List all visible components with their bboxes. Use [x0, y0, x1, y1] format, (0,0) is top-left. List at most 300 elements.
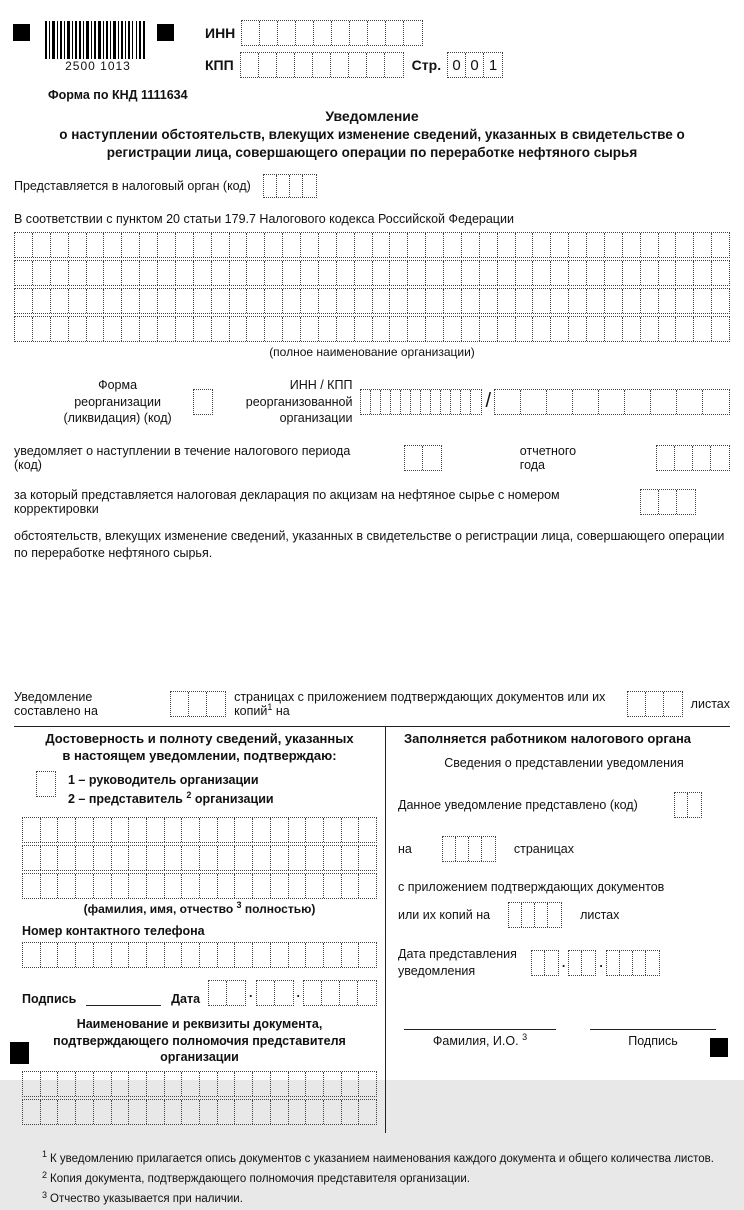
cell[interactable]: [371, 390, 381, 414]
cell[interactable]: [122, 289, 140, 313]
cell[interactable]: [129, 1072, 147, 1096]
cell[interactable]: [306, 818, 324, 842]
cell[interactable]: [182, 943, 200, 967]
cell[interactable]: [112, 846, 130, 870]
cell[interactable]: [623, 233, 641, 257]
cell[interactable]: [182, 874, 200, 898]
cell[interactable]: [605, 233, 623, 257]
cell[interactable]: [426, 289, 444, 313]
cell[interactable]: [633, 951, 646, 975]
cell[interactable]: [158, 233, 176, 257]
cell[interactable]: [140, 289, 158, 313]
cell[interactable]: [444, 233, 462, 257]
cell[interactable]: [304, 981, 322, 1005]
cell[interactable]: [104, 233, 122, 257]
cell[interactable]: [112, 943, 130, 967]
cell[interactable]: [314, 21, 332, 45]
cell[interactable]: [271, 874, 289, 898]
cell[interactable]: [712, 317, 729, 341]
reorg-kpp-field[interactable]: [494, 389, 730, 415]
cell[interactable]: [482, 837, 495, 861]
cell[interactable]: [76, 1072, 94, 1096]
cell[interactable]: [41, 874, 59, 898]
cell[interactable]: [498, 289, 516, 313]
cell[interactable]: [51, 233, 69, 257]
cell[interactable]: [37, 772, 55, 796]
cell[interactable]: [444, 317, 462, 341]
cell[interactable]: [324, 1100, 342, 1124]
cell[interactable]: [509, 903, 522, 927]
cell[interactable]: [165, 1100, 183, 1124]
cell[interactable]: [41, 1072, 59, 1096]
cell[interactable]: [408, 233, 426, 257]
officer-sign-line[interactable]: [590, 1029, 716, 1030]
cell[interactable]: [194, 289, 212, 313]
cell[interactable]: [158, 317, 176, 341]
cell[interactable]: [498, 261, 516, 285]
cell[interactable]: [277, 53, 295, 77]
cell[interactable]: [23, 846, 41, 870]
cell[interactable]: [368, 21, 386, 45]
cell[interactable]: [431, 390, 441, 414]
cell[interactable]: [358, 981, 376, 1005]
cell[interactable]: [189, 692, 207, 716]
cell[interactable]: [200, 1100, 218, 1124]
cell[interactable]: [171, 692, 189, 716]
cell[interactable]: [641, 233, 659, 257]
doc-row[interactable]: [22, 1071, 377, 1097]
cell[interactable]: [462, 317, 480, 341]
cell[interactable]: [76, 846, 94, 870]
cell[interactable]: [147, 874, 165, 898]
cell[interactable]: [58, 818, 76, 842]
cell[interactable]: [423, 446, 441, 470]
cell[interactable]: [533, 261, 551, 285]
cell[interactable]: [253, 1100, 271, 1124]
cell[interactable]: [94, 1100, 112, 1124]
cell[interactable]: [659, 289, 677, 313]
cell[interactable]: [401, 390, 411, 414]
cell[interactable]: [301, 317, 319, 341]
cell[interactable]: [129, 1100, 147, 1124]
cell[interactable]: [694, 233, 712, 257]
cell[interactable]: [495, 390, 521, 414]
cell[interactable]: [675, 446, 693, 470]
cell[interactable]: [182, 1072, 200, 1096]
cell[interactable]: [646, 692, 664, 716]
cell[interactable]: [15, 261, 33, 285]
cell[interactable]: [165, 874, 183, 898]
cell[interactable]: [207, 692, 225, 716]
cell[interactable]: [355, 289, 373, 313]
cell[interactable]: [76, 1100, 94, 1124]
cell[interactable]: [319, 317, 337, 341]
cell[interactable]: [605, 261, 623, 285]
cell[interactable]: [551, 317, 569, 341]
cell[interactable]: [569, 289, 587, 313]
cell[interactable]: [87, 317, 105, 341]
cell[interactable]: [386, 21, 404, 45]
cell[interactable]: [646, 951, 659, 975]
fio-row[interactable]: [22, 845, 377, 871]
cell[interactable]: [289, 846, 307, 870]
cell[interactable]: [253, 1072, 271, 1096]
cell[interactable]: [659, 490, 677, 514]
cell[interactable]: [390, 261, 408, 285]
cell[interactable]: [390, 289, 408, 313]
cell[interactable]: [587, 317, 605, 341]
cell[interactable]: [147, 818, 165, 842]
cell[interactable]: [165, 818, 183, 842]
cell[interactable]: [176, 317, 194, 341]
signer-type-field[interactable]: [36, 771, 56, 797]
cell[interactable]: [444, 289, 462, 313]
cell[interactable]: [194, 390, 212, 414]
cell[interactable]: [319, 289, 337, 313]
cell[interactable]: [58, 1072, 76, 1096]
cell[interactable]: [303, 175, 316, 197]
cell[interactable]: [122, 317, 140, 341]
cell[interactable]: [112, 1100, 130, 1124]
cell[interactable]: [122, 233, 140, 257]
cell[interactable]: [324, 1072, 342, 1096]
cell[interactable]: [625, 390, 651, 414]
cell[interactable]: [306, 1072, 324, 1096]
cell[interactable]: [69, 261, 87, 285]
cell[interactable]: [182, 846, 200, 870]
cell[interactable]: [677, 490, 695, 514]
cell[interactable]: [480, 289, 498, 313]
tax-authority-code-field[interactable]: [263, 174, 317, 198]
cell[interactable]: [390, 233, 408, 257]
cell[interactable]: [587, 233, 605, 257]
org-name-row[interactable]: [14, 232, 730, 258]
cell[interactable]: [235, 874, 253, 898]
cell[interactable]: [41, 943, 59, 967]
cell[interactable]: [599, 390, 625, 414]
page-number-field[interactable]: [447, 52, 503, 78]
cell[interactable]: [235, 943, 253, 967]
cell[interactable]: [461, 390, 471, 414]
cell[interactable]: [306, 943, 324, 967]
cell[interactable]: [104, 317, 122, 341]
sheets-count-field[interactable]: [627, 691, 683, 717]
cell[interactable]: [391, 390, 401, 414]
cell[interactable]: [342, 1072, 360, 1096]
cell[interactable]: [41, 818, 59, 842]
cell[interactable]: [94, 1072, 112, 1096]
cell[interactable]: [533, 289, 551, 313]
cell[interactable]: [87, 233, 105, 257]
fio-row[interactable]: [22, 817, 377, 843]
cell[interactable]: [605, 317, 623, 341]
cell[interactable]: [122, 261, 140, 285]
officer-pages-field[interactable]: [442, 836, 496, 862]
cell[interactable]: [480, 233, 498, 257]
cell[interactable]: [289, 874, 307, 898]
cell[interactable]: [76, 818, 94, 842]
cell[interactable]: [516, 317, 534, 341]
cell[interactable]: [242, 21, 260, 45]
cell[interactable]: [165, 846, 183, 870]
cell[interactable]: [289, 943, 307, 967]
cell[interactable]: [324, 818, 342, 842]
correction-number-field[interactable]: [640, 489, 696, 515]
cell[interactable]: [230, 261, 248, 285]
cell[interactable]: [659, 233, 677, 257]
cell[interactable]: [324, 846, 342, 870]
date-month-field[interactable]: [256, 980, 294, 1006]
cell[interactable]: [253, 874, 271, 898]
cell[interactable]: [469, 837, 482, 861]
cell[interactable]: [104, 261, 122, 285]
kpp-field[interactable]: [240, 52, 404, 78]
cell[interactable]: [218, 818, 236, 842]
officer-surname-line[interactable]: [404, 1029, 556, 1030]
cell[interactable]: [129, 874, 147, 898]
cell[interactable]: [443, 837, 456, 861]
cell[interactable]: [605, 289, 623, 313]
cell[interactable]: [182, 1100, 200, 1124]
cell[interactable]: [212, 289, 230, 313]
cell[interactable]: [41, 846, 59, 870]
cell[interactable]: [359, 818, 376, 842]
cell[interactable]: 1: [488, 56, 498, 74]
cell[interactable]: [15, 289, 33, 313]
cell[interactable]: [147, 1072, 165, 1096]
cell[interactable]: [426, 261, 444, 285]
cell[interactable]: [23, 818, 41, 842]
cell[interactable]: [33, 233, 51, 257]
cell[interactable]: [342, 846, 360, 870]
cell[interactable]: [218, 846, 236, 870]
cell[interactable]: [112, 874, 130, 898]
officer-date-month-field[interactable]: [568, 950, 596, 976]
cell[interactable]: 0: [448, 53, 466, 77]
cell[interactable]: [23, 1100, 41, 1124]
cell[interactable]: [411, 390, 421, 414]
cell[interactable]: [33, 317, 51, 341]
cell[interactable]: [587, 289, 605, 313]
cell[interactable]: [342, 1100, 360, 1124]
cell[interactable]: [607, 951, 620, 975]
cell[interactable]: [675, 793, 688, 817]
cell[interactable]: [337, 261, 355, 285]
cell[interactable]: [230, 233, 248, 257]
cell[interactable]: [194, 233, 212, 257]
cell[interactable]: [295, 53, 313, 77]
cell[interactable]: [212, 233, 230, 257]
cell[interactable]: [641, 317, 659, 341]
cell[interactable]: [218, 1072, 236, 1096]
cell[interactable]: [361, 390, 371, 414]
cell[interactable]: [516, 289, 534, 313]
cell[interactable]: [547, 390, 573, 414]
cell[interactable]: [340, 981, 358, 1005]
cell[interactable]: [359, 1072, 376, 1096]
cell[interactable]: [87, 289, 105, 313]
cell[interactable]: [694, 289, 712, 313]
cell[interactable]: [569, 317, 587, 341]
cell[interactable]: [94, 846, 112, 870]
cell[interactable]: [355, 317, 373, 341]
cell[interactable]: [693, 446, 711, 470]
cell[interactable]: [69, 317, 87, 341]
signature-line[interactable]: [86, 991, 161, 1006]
cell[interactable]: [301, 233, 319, 257]
cell[interactable]: [176, 261, 194, 285]
cell[interactable]: [444, 261, 462, 285]
cell[interactable]: [253, 818, 271, 842]
cell[interactable]: [283, 233, 301, 257]
org-name-row[interactable]: [14, 288, 730, 314]
cell[interactable]: [283, 289, 301, 313]
cell[interactable]: [94, 874, 112, 898]
cell[interactable]: [676, 289, 694, 313]
cell[interactable]: [69, 289, 87, 313]
cell[interactable]: [306, 874, 324, 898]
cell[interactable]: [677, 390, 703, 414]
cell[interactable]: [209, 981, 227, 1005]
cell[interactable]: [58, 846, 76, 870]
cell[interactable]: [289, 1100, 307, 1124]
cell[interactable]: [359, 1100, 376, 1124]
cell[interactable]: [551, 233, 569, 257]
reorg-inn-field[interactable]: [360, 389, 482, 415]
cell[interactable]: [140, 261, 158, 285]
cell[interactable]: [516, 233, 534, 257]
cell[interactable]: [426, 317, 444, 341]
cell[interactable]: [651, 390, 677, 414]
cell[interactable]: [182, 818, 200, 842]
cell[interactable]: [322, 981, 340, 1005]
cell[interactable]: [313, 53, 331, 77]
cell[interactable]: [129, 846, 147, 870]
cell[interactable]: [230, 289, 248, 313]
cell[interactable]: [711, 446, 729, 470]
officer-date-year-field[interactable]: [606, 950, 660, 976]
cell[interactable]: [712, 289, 729, 313]
cell[interactable]: [367, 53, 385, 77]
cell[interactable]: [94, 943, 112, 967]
cell[interactable]: [355, 261, 373, 285]
cell[interactable]: [385, 53, 403, 77]
cell[interactable]: [462, 289, 480, 313]
cell[interactable]: [306, 1100, 324, 1124]
cell[interactable]: [569, 233, 587, 257]
cell[interactable]: [373, 289, 391, 313]
inn-field[interactable]: [241, 20, 423, 46]
cell[interactable]: [147, 1100, 165, 1124]
cell[interactable]: [235, 1100, 253, 1124]
cell[interactable]: [235, 846, 253, 870]
cell[interactable]: [533, 233, 551, 257]
reporting-year-field[interactable]: [656, 445, 730, 471]
cell[interactable]: [582, 951, 595, 975]
cell[interactable]: [271, 943, 289, 967]
cell[interactable]: [301, 289, 319, 313]
cell[interactable]: [147, 943, 165, 967]
cell[interactable]: [408, 289, 426, 313]
cell[interactable]: [319, 233, 337, 257]
cell[interactable]: [200, 1072, 218, 1096]
cell[interactable]: [296, 21, 314, 45]
cell[interactable]: [33, 289, 51, 313]
cell[interactable]: [688, 793, 701, 817]
cell[interactable]: [104, 289, 122, 313]
cell[interactable]: [94, 818, 112, 842]
cell[interactable]: [200, 846, 218, 870]
cell[interactable]: [212, 317, 230, 341]
cell[interactable]: [516, 261, 534, 285]
cell[interactable]: [451, 390, 461, 414]
cell[interactable]: [260, 21, 278, 45]
cell[interactable]: [271, 1072, 289, 1096]
cell[interactable]: [112, 1072, 130, 1096]
cell[interactable]: [480, 317, 498, 341]
org-name-row[interactable]: [14, 260, 730, 286]
cell[interactable]: [471, 390, 481, 414]
date-day-field[interactable]: [208, 980, 246, 1006]
phone-field[interactable]: [22, 942, 377, 968]
reorg-code-field[interactable]: [193, 389, 213, 415]
cell[interactable]: [657, 446, 675, 470]
cell[interactable]: [58, 943, 76, 967]
cell[interactable]: [33, 261, 51, 285]
cell[interactable]: [712, 261, 729, 285]
cell[interactable]: [319, 261, 337, 285]
cell[interactable]: [350, 21, 368, 45]
cell[interactable]: [15, 233, 33, 257]
cell[interactable]: [41, 1100, 59, 1124]
cell[interactable]: [342, 874, 360, 898]
cell[interactable]: [349, 53, 367, 77]
cell[interactable]: [194, 317, 212, 341]
cell[interactable]: [265, 317, 283, 341]
tax-period-code-field[interactable]: [404, 445, 442, 471]
cell[interactable]: [551, 289, 569, 313]
cell[interactable]: [373, 261, 391, 285]
cell[interactable]: [390, 317, 408, 341]
cell[interactable]: [359, 846, 376, 870]
cell[interactable]: [23, 1072, 41, 1096]
cell[interactable]: [676, 317, 694, 341]
cell[interactable]: [535, 903, 548, 927]
cell[interactable]: [218, 1100, 236, 1124]
cell[interactable]: [76, 943, 94, 967]
cell[interactable]: [456, 837, 469, 861]
cell[interactable]: [373, 317, 391, 341]
cell[interactable]: [659, 317, 677, 341]
cell[interactable]: [462, 233, 480, 257]
cell[interactable]: [480, 261, 498, 285]
cell[interactable]: [227, 981, 245, 1005]
cell[interactable]: [230, 317, 248, 341]
cell[interactable]: [200, 943, 218, 967]
cell[interactable]: [247, 261, 265, 285]
cell[interactable]: [257, 981, 275, 1005]
cell[interactable]: [218, 943, 236, 967]
cell[interactable]: [337, 233, 355, 257]
cell[interactable]: [265, 289, 283, 313]
cell[interactable]: [306, 846, 324, 870]
cell[interactable]: [51, 289, 69, 313]
cell[interactable]: [676, 261, 694, 285]
cell[interactable]: [283, 317, 301, 341]
doc-row[interactable]: [22, 1099, 377, 1125]
cell[interactable]: [331, 53, 349, 77]
cell[interactable]: [342, 943, 360, 967]
